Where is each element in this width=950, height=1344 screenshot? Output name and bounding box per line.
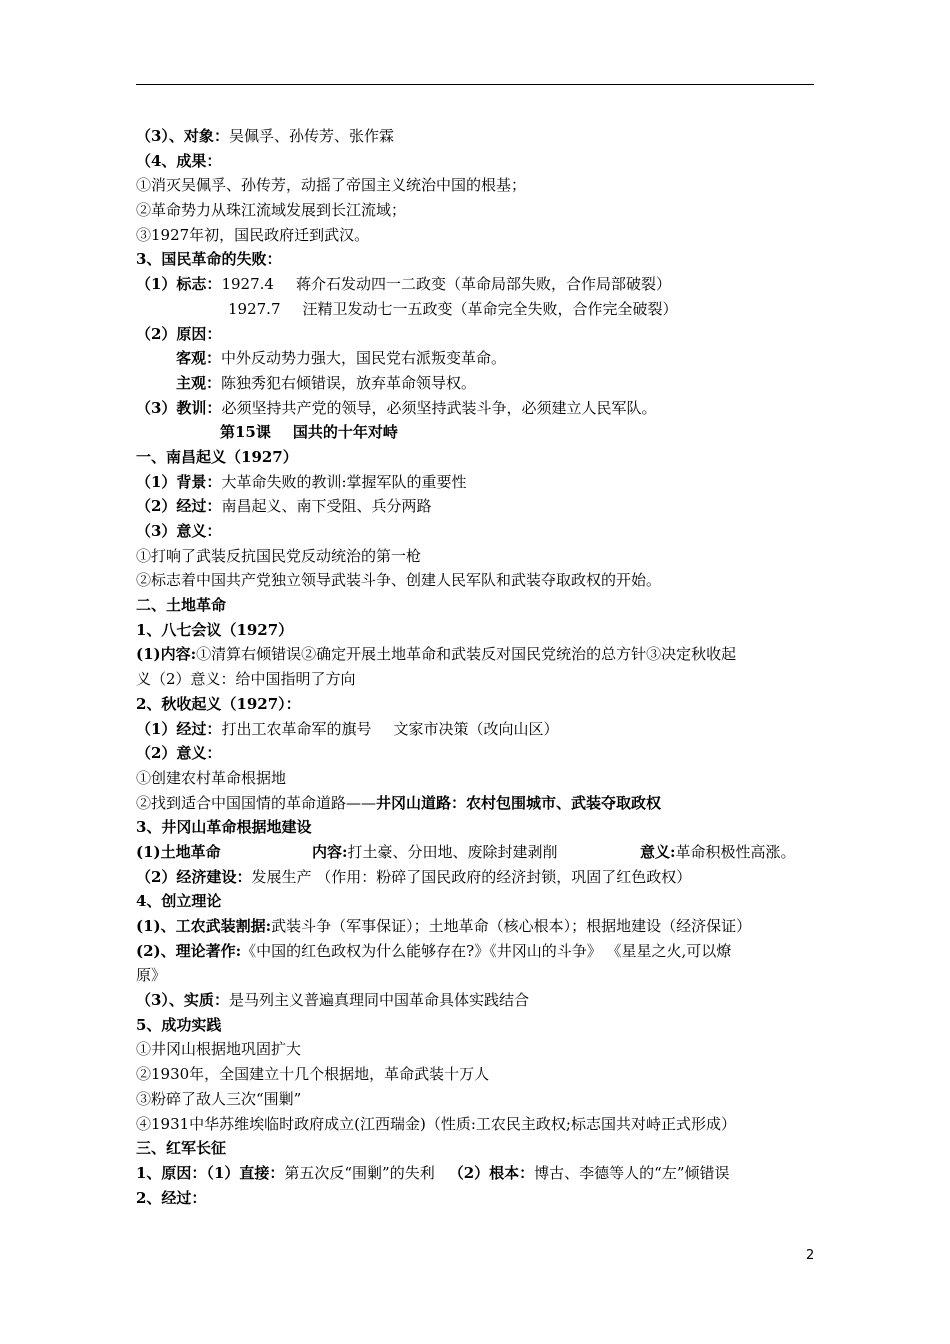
date: 1927.4 — [221, 275, 274, 294]
text: 武装斗争（军事保证）；土地革命（核心根本）；根据地建设（经济保证） — [271, 917, 752, 935]
emphasis: 井冈山道路：农村包围城市、武装夺取政权 — [376, 793, 662, 812]
list-item: ③1927年初，国民政府迁到武汉。 — [136, 225, 370, 244]
text-line — [136, 717, 816, 742]
text: 第五次反“围剿”的失利 — [284, 1163, 435, 1182]
label: 客观： — [176, 349, 222, 368]
label: （2）经过： — [136, 497, 222, 516]
text-line: 义（2）意义：给中国指明了方向 — [136, 670, 356, 689]
list-item: ①消灭吴佩孚、孙传芳，动摇了帝国主义统治中国的根基； — [136, 176, 527, 195]
text-line — [136, 914, 816, 939]
list-item: ①打响了武装反抗国民党反动统治的第一枪 — [136, 546, 422, 565]
header-rule — [136, 84, 814, 85]
date: 1927.7 — [228, 299, 281, 318]
text: 是马列主义普遍真理同中国革命具体实践结合 — [228, 991, 529, 1010]
label: （3）、实质： — [136, 991, 229, 1010]
text-line — [136, 939, 816, 964]
label: (1)、工农武装割据: — [136, 917, 272, 935]
text-line — [136, 396, 816, 421]
text-line — [136, 124, 816, 149]
text: 中外反动势力强大，国民党右派叛变革命。 — [221, 349, 507, 368]
text: 《中国的红色政权为什么能够存在?》《井冈山的斗争》 《星星之火,可以燎 — [241, 941, 732, 960]
subheading: （2）原因： — [136, 324, 222, 343]
text: 必须坚持共产党的领导，必须坚持武装斗争，必须建立人民军队。 — [221, 398, 657, 417]
label: (1)内容: — [136, 645, 197, 664]
text: 大革命失败的教训:掌握军队的重要性 — [221, 472, 467, 491]
text-line — [136, 494, 816, 519]
text: 陈独秀犯右倾错误，放弃革命领导权。 — [221, 373, 477, 392]
text-line — [136, 371, 816, 396]
label: 主观： — [176, 373, 222, 392]
label: （2）根本： — [448, 1163, 535, 1182]
text: 南昌起义、南下受阻、兵分两路 — [221, 497, 432, 516]
text: 博古、李德等人的“左”倾错误 — [534, 1163, 730, 1182]
section-heading: 5、成功实践 — [136, 1015, 222, 1034]
section-heading: 1、八七会议（1927） — [136, 620, 294, 639]
list-item — [136, 791, 816, 816]
label: （3）教训： — [136, 398, 222, 417]
lesson-number: 第15课 — [220, 423, 271, 442]
text: 革命积极性高涨。 — [675, 842, 796, 861]
page-number: 2 — [806, 1248, 815, 1263]
text: 文家市决策（改向山区） — [393, 719, 559, 738]
text-line — [136, 865, 816, 890]
section-heading: 一、南昌起义（1927） — [136, 447, 298, 466]
label: （1）背景： — [136, 472, 222, 491]
section-heading: 2、经过： — [136, 1188, 207, 1207]
text-line — [136, 470, 816, 495]
text: 蒋介石发动四一二政变（革命局部失败，合作局部破裂） — [295, 275, 671, 294]
label: （1）经过： — [136, 719, 222, 738]
label: （1）标志： — [136, 275, 222, 294]
list-item: ③粉碎了敌人三次“围剿” — [136, 1089, 302, 1108]
text: 吴佩孚、孙传芳、张作霖 — [228, 127, 394, 145]
text: ①清算右倾错误②确定开展土地革命和武装反对国民党统治的总方针③决定秋收起 — [196, 645, 737, 664]
text-line — [136, 642, 816, 667]
label: (2)、理论著作: — [136, 941, 242, 960]
section-heading: 4、创立理论 — [136, 892, 222, 911]
section-heading: 3、井冈山革命根据地建设 — [136, 818, 312, 837]
list-item: ①井冈山根据地巩固扩大 — [136, 1040, 302, 1059]
subheading: （4、成果： — [136, 151, 222, 170]
section-heading: 三、红军长征 — [136, 1139, 227, 1158]
document-body — [136, 124, 816, 1210]
section-heading: 3、国民革命的失败： — [136, 250, 282, 269]
subheading: （3）意义： — [136, 522, 222, 540]
text: 汪精卫发动七一五政变（革命完全失败，合作完全破裂） — [302, 299, 678, 318]
section-heading: 2、秋收起义（1927）： — [136, 694, 301, 713]
list-item: ②革命势力从珠江流域发展到长江流域； — [136, 201, 407, 220]
text: 打土豪、分田地、废除封建剥削 — [347, 842, 558, 861]
text: ②找到适合中国国情的革命道路—— — [136, 793, 377, 812]
list-item: ①创建农村革命根据地 — [136, 768, 287, 787]
label: （2）经济建设： — [136, 867, 252, 886]
text: 打出工农革命军的旗号 — [221, 719, 372, 738]
section-heading: 二、土地革命 — [136, 596, 227, 615]
label: 意义: — [640, 842, 676, 861]
text-line — [136, 840, 816, 865]
lesson-name: 国共的十年对峙 — [292, 423, 398, 442]
label: 1、原因：（1）直接： — [136, 1163, 285, 1182]
label: 内容: — [312, 842, 348, 861]
label: (1)土地革命 — [136, 842, 221, 861]
text-line — [136, 297, 816, 322]
text-line — [136, 346, 816, 371]
label: （3）、对象： — [136, 127, 229, 145]
list-item: ④1931中华苏维埃临时政府成立(江西瑞金)（性质:工农民主政权;标志国共对峙正式形成） — [136, 1114, 736, 1133]
lesson-title — [136, 420, 816, 445]
text-line — [136, 1161, 816, 1186]
list-item: ②1930年，全国建立十几个根据地，革命武装十万人 — [136, 1065, 490, 1084]
text-line — [136, 272, 816, 297]
text-line — [136, 988, 816, 1013]
list-item: ②标志着中国共产党独立领导武装斗争、创建人民军队和武装夺取政权的开始。 — [136, 571, 662, 590]
text-line: 原》 — [136, 966, 167, 985]
subheading: （2）意义： — [136, 744, 222, 763]
text: 发展生产 （作用：粉碎了国民政府的经济封锁，巩固了红色政权） — [251, 867, 692, 886]
